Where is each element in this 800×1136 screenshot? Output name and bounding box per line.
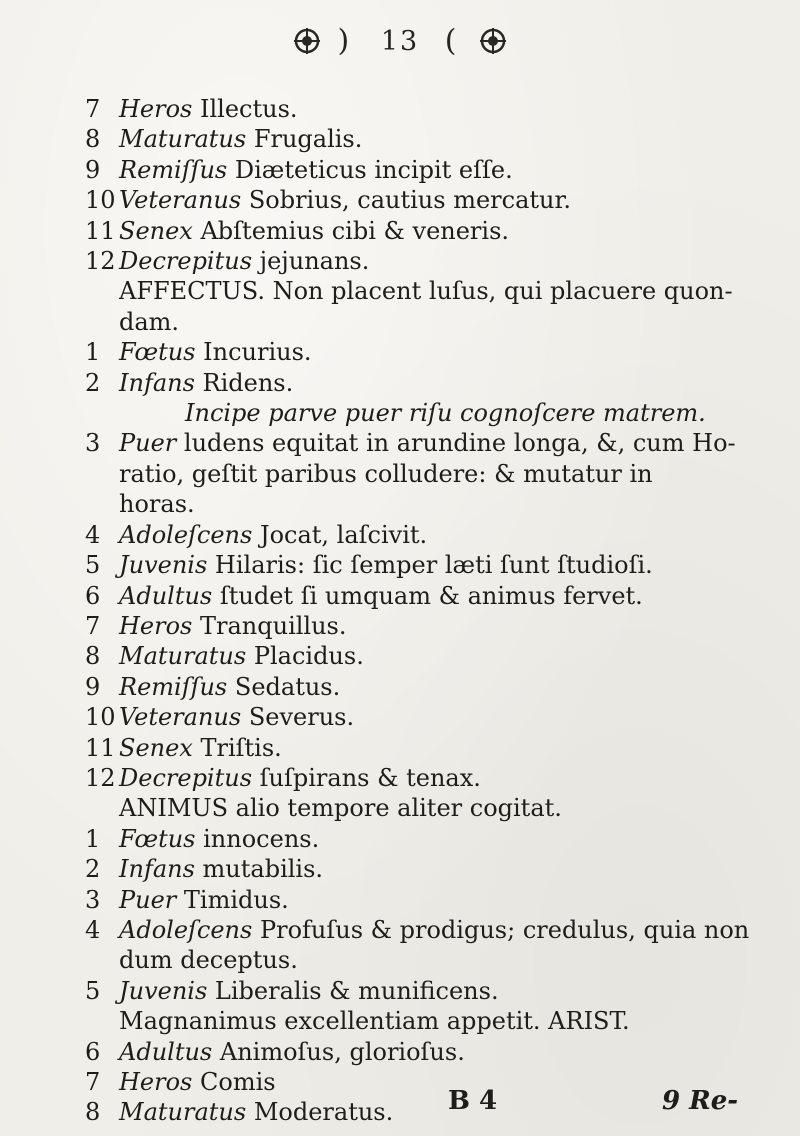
age-term: Juvenis [119, 976, 208, 1005]
line-number: 8 [85, 642, 101, 671]
line-text: Timidus. [176, 885, 289, 914]
text-line [85, 216, 775, 246]
line-number: 11 [85, 216, 116, 245]
text-line [85, 155, 775, 185]
text-line-continuation [85, 459, 775, 489]
line-number: 7 [85, 611, 101, 640]
line-text: Comis [192, 1068, 276, 1096]
line-text: dum deceptus. [119, 946, 298, 975]
line-number: 6 [85, 581, 101, 610]
age-term: Decrepitus [119, 247, 253, 276]
text-line [85, 520, 775, 550]
page-number: 13 [380, 25, 420, 57]
line-number: 2 [85, 368, 101, 397]
text-line [85, 641, 775, 671]
line-text: Ridens. [194, 368, 294, 397]
line-text: Incurius. [195, 338, 312, 367]
page-header [0, 22, 800, 59]
age-term: Decrepitus [119, 763, 253, 792]
age-term: Adultus [119, 581, 213, 610]
age-term: Heros [119, 611, 193, 640]
text-line-continuation [85, 1006, 775, 1036]
age-term: Maturatus [119, 125, 247, 154]
line-text: innocens. [195, 824, 320, 853]
age-term: Infans [119, 368, 195, 397]
age-term: Infans [119, 855, 195, 884]
age-term: Veteranus [119, 186, 242, 215]
age-term: Senex [119, 733, 193, 762]
line-text: AFFECTUS. Non placent luſus, qui placuere quon- [119, 277, 733, 306]
text-line [85, 368, 775, 398]
line-text: ſuſpirans & tenax. [252, 763, 481, 792]
text-line [85, 915, 775, 945]
line-number: 12 [85, 247, 116, 276]
line-text: Moderatus. [246, 1098, 394, 1127]
line-number: 12 [85, 763, 116, 792]
text-line-continuation [85, 945, 775, 975]
line-text: Animoſus, glorioſus. [212, 1037, 465, 1066]
line-text: Sedatus. [227, 672, 341, 701]
line-text: Tranquillus. [192, 611, 347, 640]
line-number: 10 [85, 186, 116, 215]
line-number: 3 [85, 429, 101, 458]
line-text: Magnanimus excellentiam appetit. ARIST. [119, 1007, 630, 1036]
age-term: Fœtus [119, 338, 196, 367]
line-number: 11 [85, 733, 116, 762]
age-term: Heros [119, 95, 193, 123]
page-body [85, 94, 775, 1128]
line-number: 9 [85, 672, 101, 701]
age-term: Juvenis [119, 551, 208, 580]
text-line [85, 854, 775, 884]
age-term: Adultus [119, 1037, 213, 1066]
text-line [85, 824, 775, 854]
text-line-continuation [85, 307, 775, 337]
section-heading-animus [85, 793, 775, 823]
line-text: ſtudet ſi umquam & animus fervet. [212, 581, 643, 610]
text-line [85, 611, 775, 641]
text-line [85, 550, 775, 580]
age-term: Adoleſcens [119, 915, 253, 944]
age-term: Heros [119, 1068, 193, 1096]
age-term: Maturatus [119, 1098, 247, 1127]
line-number: 2 [85, 855, 101, 884]
text-line [85, 94, 775, 124]
line-text: Illectus. [192, 95, 298, 123]
text-line [85, 763, 775, 793]
text-line [85, 672, 775, 702]
catchword: 9 Re- [662, 1086, 739, 1116]
age-term: Veteranus [119, 703, 242, 732]
line-text: Abſtemius cibi & veneris. [192, 216, 510, 245]
age-term: Puer [119, 429, 177, 458]
line-text: mutabilis. [194, 855, 324, 884]
signature-mark: B 4 [448, 1086, 498, 1116]
text-line [85, 1037, 775, 1067]
age-term: Maturatus [119, 642, 247, 671]
line-text: Liberalis & munificens. [207, 976, 499, 1005]
line-number: 4 [85, 915, 101, 944]
text-line [85, 246, 775, 276]
section-heading-affectus [85, 276, 775, 306]
line-number: 6 [85, 1037, 101, 1066]
line-text: ANIMUS alio tempore aliter cogitat. [119, 794, 562, 823]
text-line [85, 428, 775, 458]
line-text: ratio, geſtit paribus colludere: & mutatur in [119, 459, 653, 488]
text-line [85, 185, 775, 215]
age-term: Remiſſus [119, 672, 228, 701]
text-line-continuation [85, 489, 775, 519]
line-number: 8 [85, 125, 101, 154]
line-number: 5 [85, 976, 101, 1005]
line-text: Frugalis. [246, 125, 363, 154]
line-text: Triſtis. [192, 733, 282, 762]
text-line [85, 337, 775, 367]
line-text: Hilaris: ſic ſemper læti ſunt ſtudioſi. [207, 551, 653, 580]
line-text: Diæteticus incipit eſſe. [227, 155, 513, 184]
age-term: Remiſſus [119, 155, 228, 184]
quotation-line [85, 398, 775, 428]
header-paren-left: ) [337, 23, 356, 59]
text-line [85, 702, 775, 732]
line-number: 10 [85, 703, 116, 732]
age-term: Adoleſcens [119, 520, 253, 549]
text-line [85, 124, 775, 154]
text-line [85, 885, 775, 915]
quotation-text: Incipe parve puer riſu cognoſcere matrem. [185, 399, 706, 428]
line-number: 3 [85, 885, 101, 914]
age-term: Fœtus [119, 824, 196, 853]
age-term: Senex [119, 216, 193, 245]
line-text: horas. [119, 490, 195, 519]
line-number: 8 [85, 1098, 101, 1127]
line-text: Sobrius, cautius mercatur. [241, 186, 571, 215]
line-number: 9 [85, 155, 101, 184]
line-number: 5 [85, 551, 101, 580]
line-number: 4 [85, 520, 101, 549]
line-text: dam. [119, 307, 180, 336]
age-term: Puer [119, 885, 177, 914]
line-text: ludens equitat in arundine longa, &, cum Ho- [176, 429, 736, 458]
line-text: jejunans. [252, 247, 370, 276]
text-line [85, 733, 775, 763]
line-number: 1 [85, 824, 101, 853]
line-text: Placidus. [246, 642, 364, 671]
line-text: Jocat, laſcivit. [252, 520, 428, 549]
line-number: 7 [85, 1068, 101, 1096]
line-text: Severus. [241, 703, 355, 732]
fleuron-ornament-right-icon [478, 26, 508, 56]
line-text: Profuſus & prodigus; credulus, quia non [252, 915, 750, 944]
text-line [85, 976, 775, 1006]
line-number: 7 [85, 95, 101, 123]
text-line [85, 581, 775, 611]
line-number: 1 [85, 338, 101, 367]
header-paren-right: ( [444, 23, 463, 59]
fleuron-ornament-left-icon [292, 26, 322, 56]
